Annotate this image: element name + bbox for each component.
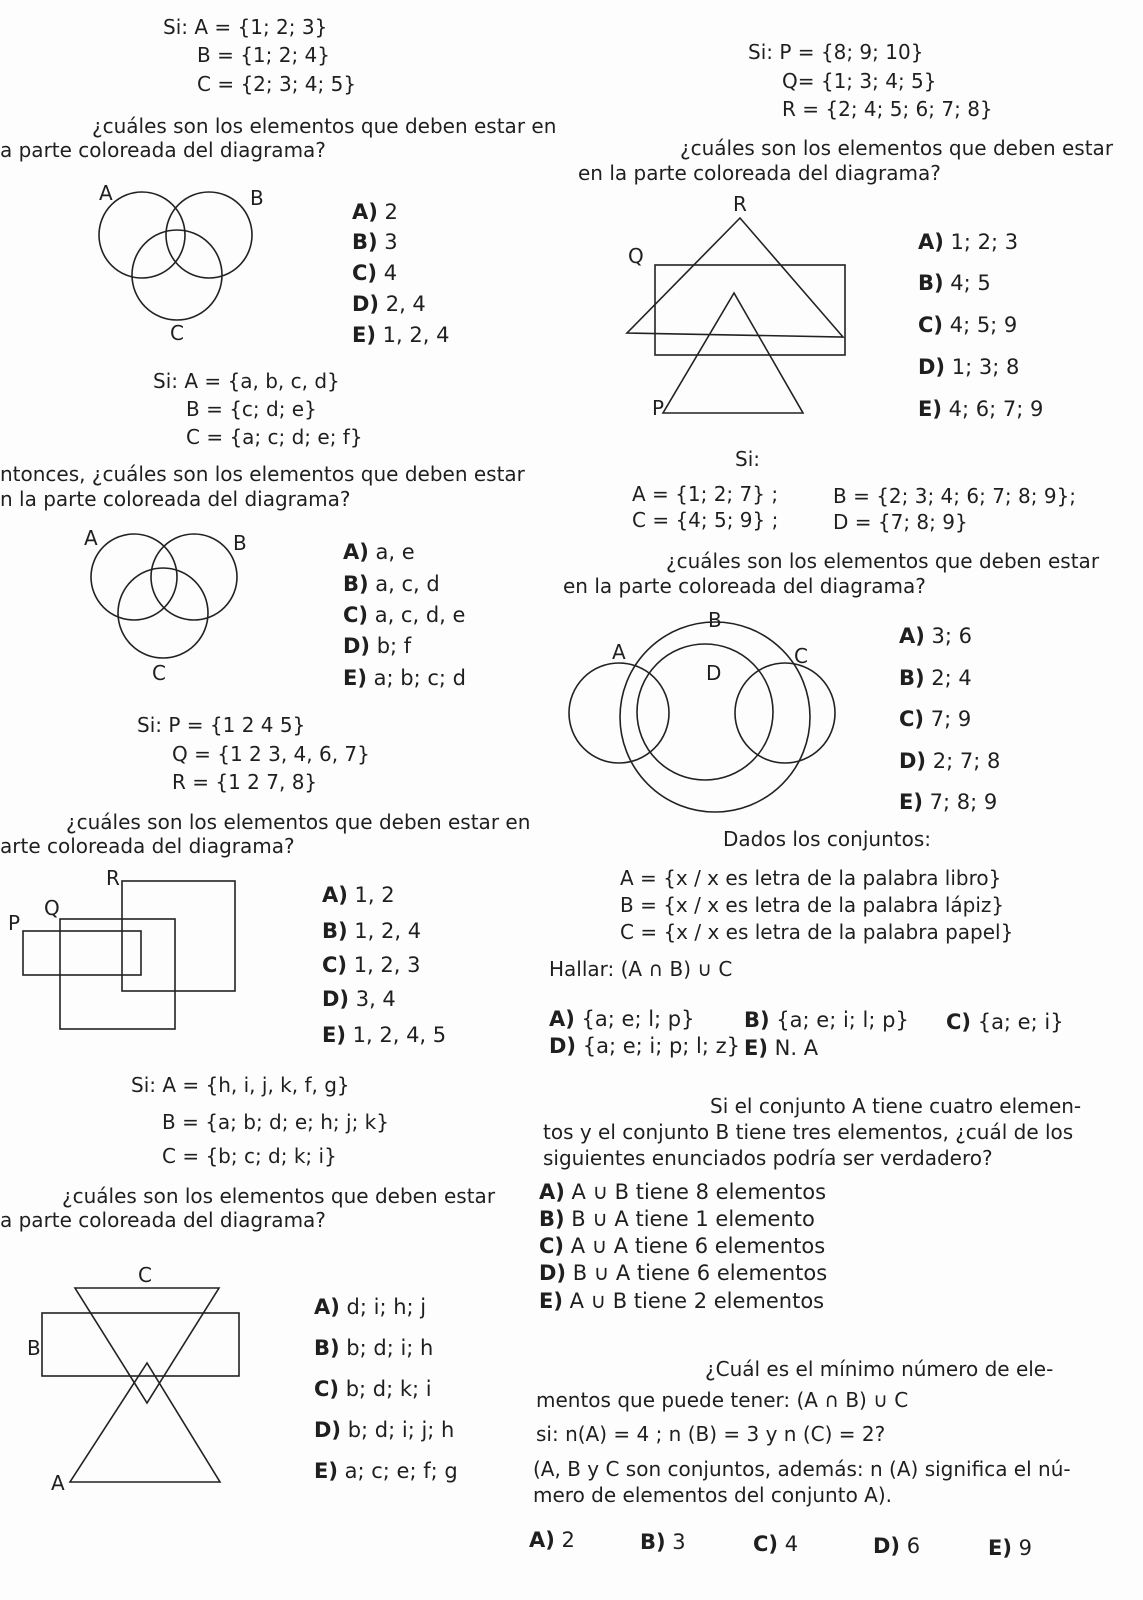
question-line: ntonces, ¿cuáles son los elementos que deben estar xyxy=(0,462,525,486)
label-p: P xyxy=(8,911,21,935)
given-line: B = {1; 2; 4} xyxy=(197,43,331,67)
option-e[interactable]: E) 9 xyxy=(988,1536,1033,1560)
option-e[interactable]: E) A ∪ B tiene 2 elementos xyxy=(539,1289,825,1313)
option-a[interactable]: A) A ∪ B tiene 8 elementos xyxy=(539,1180,827,1204)
given-line: C = {b; c; d; k; i} xyxy=(162,1144,337,1168)
label-r: R xyxy=(106,866,120,890)
option-a[interactable]: A) 1, 2 xyxy=(322,883,395,907)
venn-diagram-2 xyxy=(82,525,262,695)
set-q-rect xyxy=(655,265,845,355)
option-b[interactable]: B) B ∪ A tiene 1 elemento xyxy=(539,1207,815,1231)
option-e[interactable]: E) 1, 2, 4, 5 xyxy=(322,1023,447,1047)
option-b[interactable]: B) {a; e; i; l; p} xyxy=(744,1008,909,1032)
option-b[interactable]: B) 2; 4 xyxy=(899,666,972,690)
option-c[interactable]: C) 4 xyxy=(352,261,398,285)
label-q: Q xyxy=(628,244,644,268)
option-d[interactable]: D) 2; 7; 8 xyxy=(899,749,1001,773)
question-line: ¿cuáles son los elementos que deben estar xyxy=(680,136,1114,160)
given-line: C = {4; 5; 9} ; xyxy=(632,508,779,532)
set-b-rect xyxy=(42,1313,239,1376)
question-line: en la parte coloreada del diagrama? xyxy=(563,574,926,598)
set-b-circle xyxy=(620,622,810,812)
option-e[interactable]: E) a; c; e; f; g xyxy=(314,1459,458,1483)
label-d: D xyxy=(706,661,722,685)
option-c[interactable]: C) {a; e; i} xyxy=(946,1010,1064,1034)
question-line: ¿cuáles son los elementos que deben estar en xyxy=(66,810,531,834)
set-a-circle xyxy=(569,663,669,763)
option-c[interactable]: C) 7; 9 xyxy=(899,707,972,731)
label-b: B xyxy=(27,1336,41,1360)
option-a[interactable]: A) a, e xyxy=(343,540,415,564)
question-line: mero de elementos del conjunto A). xyxy=(533,1483,893,1507)
set-p-triangle xyxy=(663,293,803,413)
set-q-rect xyxy=(60,919,175,1029)
option-d[interactable]: D) 3, 4 xyxy=(322,987,396,1011)
set-d-circle xyxy=(637,644,773,780)
option-d[interactable]: D) 6 xyxy=(873,1534,921,1558)
option-c[interactable]: C) b; d; k; i xyxy=(314,1377,432,1401)
question-line: arte coloreada del diagrama? xyxy=(0,834,295,858)
option-e[interactable]: E) N. A xyxy=(744,1036,819,1060)
option-c[interactable]: C) 1, 2, 3 xyxy=(322,953,421,977)
option-e[interactable]: E) 7; 8; 9 xyxy=(899,790,998,814)
question-line: a parte coloreada del diagrama? xyxy=(0,138,326,162)
label-b: B xyxy=(233,531,247,555)
given-line: D = {7; 8; 9} xyxy=(833,510,968,534)
option-a[interactable]: A) 2 xyxy=(529,1528,575,1552)
label-c: C xyxy=(794,644,808,668)
label-a: A xyxy=(51,1471,65,1495)
set-b-circle xyxy=(151,534,237,620)
si-label: Si: xyxy=(735,447,760,471)
question-line: tos y el conjunto B tiene tres elementos, ¿cuál de los xyxy=(543,1120,1074,1144)
label-c: C xyxy=(170,321,184,345)
option-a[interactable]: A) 2 xyxy=(352,200,398,224)
question-line: ¿cuáles son los elementos que deben estar xyxy=(62,1184,496,1208)
option-c[interactable]: C) 4 xyxy=(753,1532,799,1556)
question-line: siguientes enunciados podría ser verdadero? xyxy=(543,1146,993,1170)
set-p-rect xyxy=(23,931,141,975)
label-a: A xyxy=(84,526,98,550)
given-line: Q= {1; 3; 4; 5} xyxy=(782,69,937,93)
question-line: Si el conjunto A tiene cuatro elemen- xyxy=(710,1094,1082,1118)
intro-line: Dados los conjuntos: xyxy=(723,827,931,851)
option-a[interactable]: A) 3; 6 xyxy=(899,624,973,648)
rect-diagram-3 xyxy=(8,865,243,1040)
question-line: ¿cuáles son los elementos que deben estar en xyxy=(92,114,557,138)
label-b: B xyxy=(708,608,722,632)
option-a[interactable]: A) 1; 2; 3 xyxy=(918,230,1019,254)
label-b: B xyxy=(250,186,264,210)
label-q: Q xyxy=(44,896,60,920)
question-line: (A, B y C son conjuntos, además: n (A) significa el nú- xyxy=(533,1457,1071,1481)
option-b[interactable]: B) 1, 2, 4 xyxy=(322,919,422,943)
set-c-triangle xyxy=(75,1288,219,1403)
triangle-diagram-4 xyxy=(25,1260,250,1500)
option-b[interactable]: B) 4; 5 xyxy=(918,271,991,295)
given-line: B = {c; d; e} xyxy=(186,397,317,421)
option-c[interactable]: C) 4; 5; 9 xyxy=(918,313,1018,337)
given-line: C = {2; 3; 4; 5} xyxy=(197,72,357,96)
question-line: si: n(A) = 4 ; n (B) = 3 y n (C) = 2? xyxy=(536,1422,886,1446)
given-line: Si: A = {1; 2; 3} xyxy=(163,15,328,39)
option-b[interactable]: B) 3 xyxy=(352,230,398,254)
option-d[interactable]: D) 1; 3; 8 xyxy=(918,355,1020,379)
set-c-circle xyxy=(118,568,208,658)
set-b-circle xyxy=(166,192,252,278)
given-line: Q = {1 2 3, 4, 6, 7} xyxy=(172,742,370,766)
label-c: C xyxy=(138,1263,152,1287)
set-a-triangle xyxy=(70,1363,220,1482)
option-c[interactable]: C) a, c, d, e xyxy=(343,603,466,627)
option-b[interactable]: B) a, c, d xyxy=(343,572,440,596)
label-c: C xyxy=(152,661,166,685)
question-line: ¿Cuál es el mínimo número de ele- xyxy=(705,1357,1054,1381)
option-a[interactable]: A) {a; e; l; p} xyxy=(549,1007,695,1031)
task-line: Hallar: (A ∩ B) ∪ C xyxy=(549,957,733,981)
given-line: C = {a; c; d; e; f} xyxy=(186,425,363,449)
label-p: P xyxy=(652,396,665,420)
question-line: n la parte coloreada del diagrama? xyxy=(0,487,351,511)
option-d[interactable]: D) b; d; i; j; h xyxy=(314,1418,455,1442)
question-line: mentos que puede tener: (A ∩ B) ∪ C xyxy=(536,1388,909,1412)
given-line: B = {2; 3; 4; 6; 7; 8; 9}; xyxy=(833,484,1077,508)
question-line: en la parte coloreada del diagrama? xyxy=(578,161,941,185)
given-line: B = {x / x es letra de la palabra lápiz} xyxy=(620,893,1005,917)
option-d[interactable]: D) 2, 4 xyxy=(352,292,426,316)
option-b[interactable]: B) b; d; i; h xyxy=(314,1336,434,1360)
option-d[interactable]: D) b; f xyxy=(343,634,412,658)
option-e[interactable]: E) 4; 6; 7; 9 xyxy=(918,397,1044,421)
triangle-diagram-5 xyxy=(630,193,850,428)
option-c[interactable]: C) A ∪ A tiene 6 elementos xyxy=(539,1234,826,1258)
given-line: R = {2; 4; 5; 6; 7; 8} xyxy=(782,97,993,121)
given-line: Si: A = {h, i, j, k, f, g} xyxy=(131,1073,350,1097)
set-c-circle xyxy=(132,230,222,320)
set-r-triangle xyxy=(627,218,843,337)
option-d[interactable]: D) {a; e; i; p; l; z} xyxy=(549,1034,741,1058)
label-r: R xyxy=(733,192,747,216)
venn-diagram-6 xyxy=(565,605,855,815)
given-line: A = {1; 2; 7} ; xyxy=(632,482,779,506)
option-e[interactable]: E) 1, 2, 4 xyxy=(352,323,450,347)
given-line: B = {a; b; d; e; h; j; k} xyxy=(162,1110,389,1134)
venn-diagram-1 xyxy=(95,180,265,350)
given-line: R = {1 2 7, 8} xyxy=(172,770,318,794)
label-a: A xyxy=(612,640,626,664)
option-e[interactable]: E) a; b; c; d xyxy=(343,666,466,690)
option-b[interactable]: B) 3 xyxy=(640,1530,686,1554)
set-c-circle xyxy=(735,663,835,763)
option-a[interactable]: A) d; i; h; j xyxy=(314,1295,427,1319)
given-line: Si: P = {1 2 4 5} xyxy=(137,713,306,737)
option-d[interactable]: D) B ∪ A tiene 6 elementos xyxy=(539,1261,828,1285)
given-line: A = {x / x es letra de la palabra libro} xyxy=(620,866,1002,890)
question-line: a parte coloreada del diagrama? xyxy=(0,1208,326,1232)
given-line: C = {x / x es letra de la palabra papel} xyxy=(620,920,1014,944)
label-a: A xyxy=(99,181,113,205)
given-line: Si: P = {8; 9; 10} xyxy=(748,40,924,64)
given-line: Si: A = {a, b, c, d} xyxy=(153,369,340,393)
question-line: ¿cuáles son los elementos que deben estar xyxy=(666,549,1100,573)
